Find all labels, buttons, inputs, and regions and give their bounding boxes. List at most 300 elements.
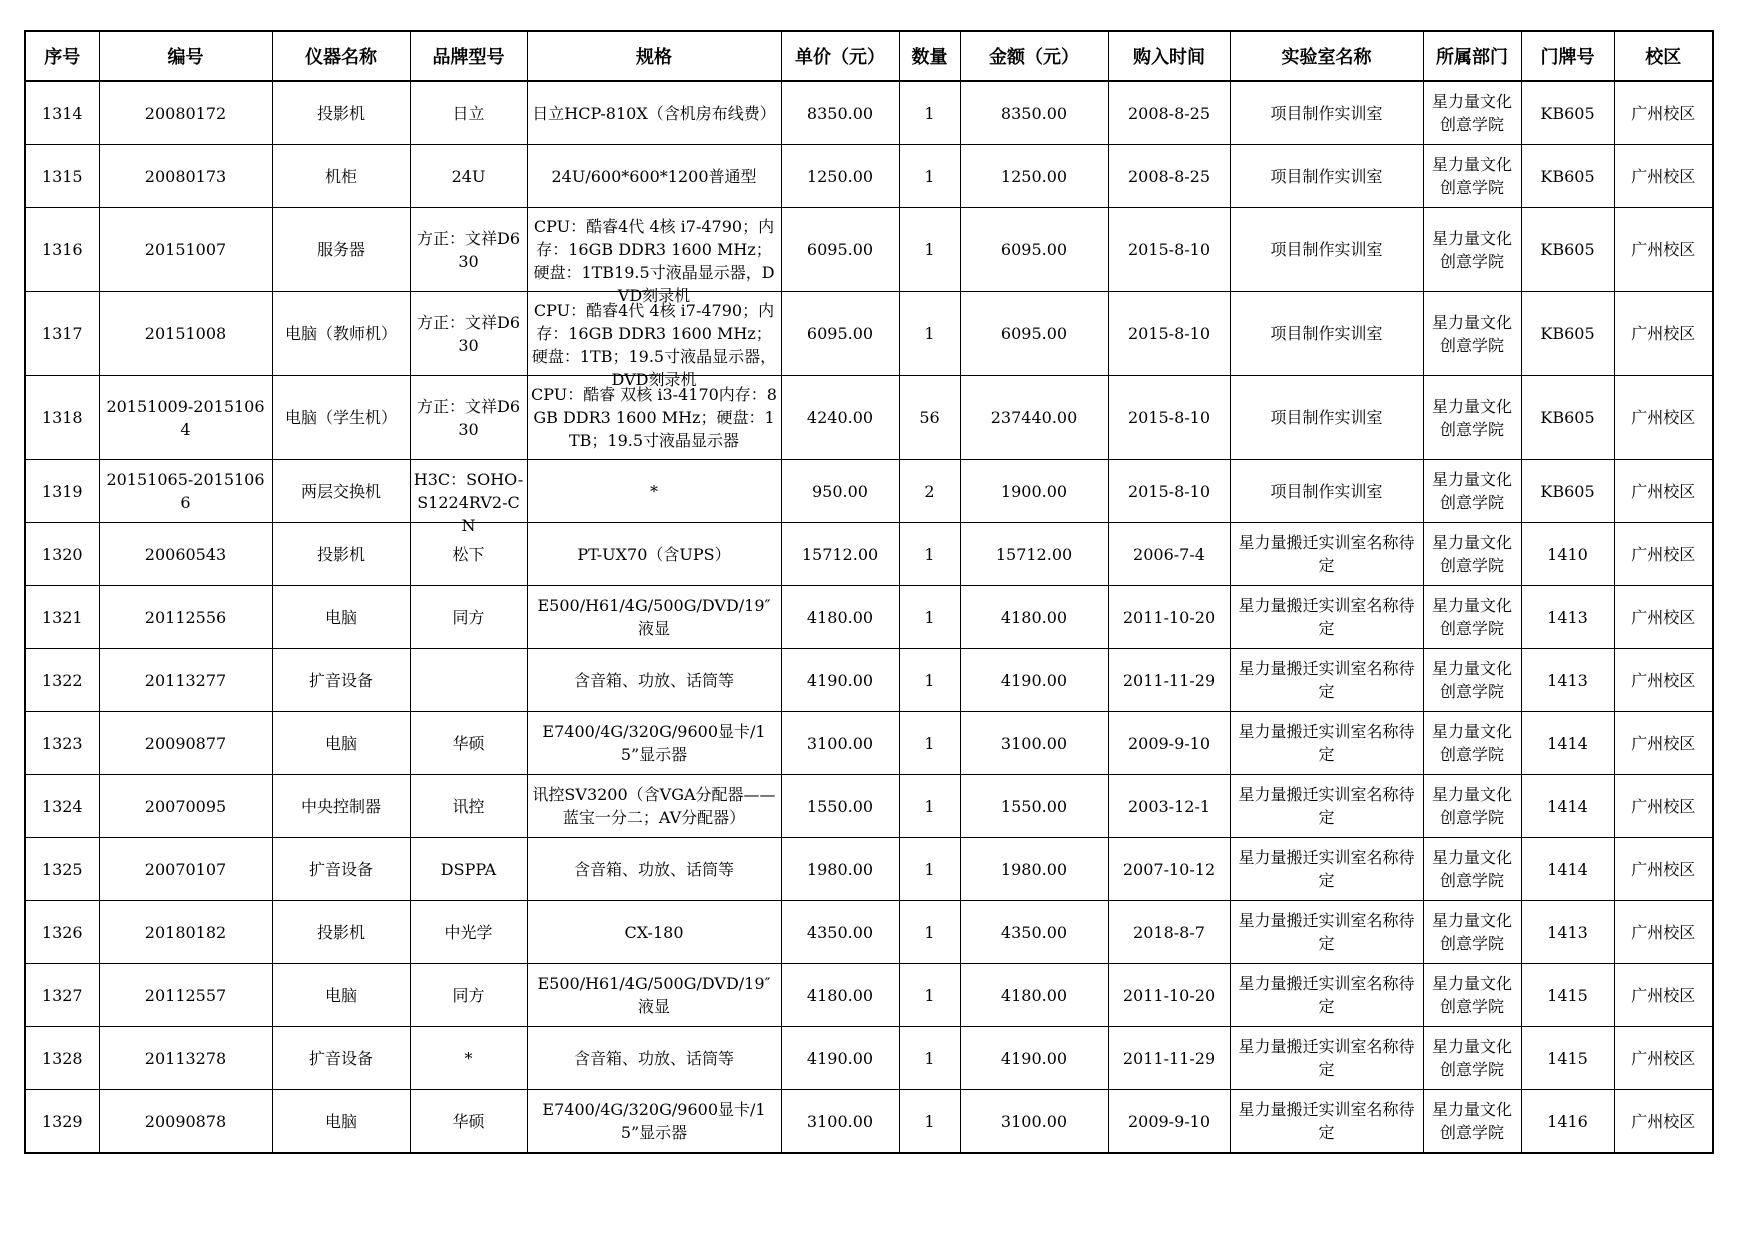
cell-name-text: 机柜 [324, 166, 357, 186]
cell-code [99, 145, 272, 208]
cell-price-text: 4190.00 [806, 1048, 874, 1068]
cell-brand [410, 964, 527, 1027]
cell-date [1108, 376, 1230, 460]
col-header-brand: 品牌型号 [410, 31, 527, 81]
cell-room [1521, 460, 1614, 523]
table-row [25, 838, 1713, 901]
cell-price-text: 8350.00 [806, 103, 874, 123]
cell-price-text: 4240.00 [806, 408, 874, 427]
cell-price [781, 649, 899, 712]
cell-campus-text: 广州校区 [1631, 922, 1696, 942]
cell-qty-text: 1 [924, 240, 935, 259]
inventory-sheet [24, 30, 1714, 1154]
cell-dept [1423, 649, 1521, 712]
col-header-name: 仪器名称 [272, 31, 410, 81]
cell-dept-text: 星力量文化创意学院 [1431, 396, 1512, 439]
cell-brand [410, 1090, 527, 1154]
cell-campus [1614, 586, 1713, 649]
cell-dept [1423, 81, 1521, 145]
cell-lab [1230, 81, 1423, 145]
cell-code-text: 20060543 [144, 544, 227, 564]
cell-qty [899, 586, 960, 649]
cell-name [272, 145, 410, 208]
cell-qty-text: 1 [924, 985, 935, 1005]
cell-qty [899, 208, 960, 292]
cell-lab-text: 星力量搬迁实训室名称待定 [1238, 1100, 1415, 1142]
cell-campus-text: 广州校区 [1631, 324, 1696, 343]
cell-qty-text: 1 [924, 859, 935, 879]
cell-spec-text: CPU：酷睿4代 4核 i7-4790；内存：16GB DDR3 1600 MHz；硬盘：1TB19.5寸液晶显示器，DVD刻录机 [533, 216, 775, 305]
cell-code-text: 20070107 [144, 859, 227, 879]
cell-price [781, 838, 899, 901]
cell-spec [527, 460, 781, 523]
cell-lab [1230, 145, 1423, 208]
cell-spec [527, 208, 781, 305]
cell-lab-text: 星力量搬迁实训室名称待定 [1238, 533, 1415, 575]
cell-amount-text: 1900.00 [1000, 481, 1068, 501]
cell-campus-text: 广州校区 [1631, 670, 1696, 690]
cell-name-text: 扩音设备 [308, 670, 373, 690]
table-row [25, 376, 1713, 460]
cell-price [781, 81, 899, 145]
cell-lab [1230, 1027, 1423, 1090]
cell-qty-text: 1 [924, 1048, 935, 1068]
cell-brand [410, 649, 527, 712]
cell-room [1521, 838, 1614, 901]
cell-qty-text: 1 [924, 607, 935, 627]
cell-dept-text: 星力量文化创意学院 [1431, 1100, 1512, 1142]
cell-brand [410, 208, 527, 292]
cell-code [99, 523, 272, 586]
cell-brand-text: 华硕 [452, 1111, 485, 1131]
cell-code-text: 20112557 [144, 985, 227, 1005]
cell-amount [960, 964, 1108, 1027]
cell-room [1521, 292, 1614, 376]
cell-date [1108, 145, 1230, 208]
cell-dept-text: 星力量文化创意学院 [1431, 533, 1512, 575]
cell-amount-text: 6095.00 [1000, 240, 1068, 259]
cell-brand-text: 同方 [452, 985, 485, 1005]
cell-code-text: 20151065-20151066 [106, 470, 265, 512]
cell-brand [410, 292, 527, 376]
cell-spec-text: 讯控SV3200（含VGA分配器——蓝宝一分二；AV分配器） [532, 785, 776, 827]
table-row [25, 586, 1713, 649]
cell-seq [25, 376, 99, 460]
table-row [25, 145, 1713, 208]
cell-room-text: KB605 [1540, 103, 1595, 123]
cell-spec [527, 81, 781, 145]
cell-seq-text: 1318 [41, 408, 83, 427]
cell-lab [1230, 523, 1423, 586]
col-header-qty: 数量 [899, 31, 960, 81]
cell-qty-text: 1 [924, 922, 935, 942]
cell-lab-text: 星力量搬迁实训室名称待定 [1238, 659, 1415, 701]
cell-name [272, 523, 410, 586]
cell-seq-text: 1316 [41, 240, 83, 259]
cell-seq [25, 81, 99, 145]
cell-code-text: 20090877 [144, 733, 227, 753]
cell-campus-text: 广州校区 [1631, 103, 1696, 123]
cell-lab-text: 项目制作实训室 [1270, 324, 1383, 343]
cell-name [272, 838, 410, 901]
cell-qty-text: 1 [924, 166, 935, 186]
cell-qty [899, 523, 960, 586]
cell-room-text: 1413 [1547, 607, 1588, 627]
cell-brand [410, 901, 527, 964]
cell-amount [960, 376, 1108, 460]
col-header-code: 编号 [99, 31, 272, 81]
table-row [25, 81, 1713, 145]
cell-code [99, 1027, 272, 1090]
cell-amount [960, 460, 1108, 523]
cell-price-text: 3100.00 [806, 733, 874, 753]
cell-amount [960, 523, 1108, 586]
cell-amount [960, 901, 1108, 964]
table-row [25, 523, 1713, 586]
cell-name [272, 649, 410, 712]
cell-code-text: 20080173 [144, 166, 227, 186]
cell-date [1108, 292, 1230, 376]
cell-name-text: 电脑（教师机） [284, 324, 397, 343]
cell-amount-text: 15712.00 [995, 544, 1073, 564]
cell-name-text: 扩音设备 [308, 859, 373, 879]
cell-price [781, 376, 899, 460]
col-header-spec: 规格 [527, 31, 781, 81]
cell-seq [25, 712, 99, 775]
cell-spec-text: E500/H61/4G/500G/DVD/19″液显 [537, 974, 771, 1016]
cell-qty [899, 964, 960, 1027]
cell-lab-text: 星力量搬迁实训室名称待定 [1238, 848, 1415, 890]
table-row [25, 712, 1713, 775]
cell-qty-text: 1 [924, 544, 935, 564]
cell-amount-text: 1250.00 [1000, 166, 1068, 186]
cell-code [99, 292, 272, 376]
cell-price [781, 523, 899, 586]
cell-code [99, 964, 272, 1027]
cell-spec [527, 376, 781, 460]
cell-date [1108, 964, 1230, 1027]
cell-seq-text: 1314 [41, 103, 83, 123]
cell-price-text: 6095.00 [806, 324, 874, 343]
cell-brand-text: DSPPA [440, 859, 497, 879]
col-header-room: 门牌号 [1521, 31, 1614, 81]
cell-campus-text: 广州校区 [1631, 607, 1696, 627]
cell-room [1521, 586, 1614, 649]
header-row [25, 31, 1713, 81]
cell-room-text: 1415 [1547, 1048, 1588, 1068]
cell-price [781, 1090, 899, 1154]
cell-seq-text: 1328 [41, 1048, 83, 1068]
cell-campus [1614, 649, 1713, 712]
cell-room-text: 1413 [1547, 922, 1588, 942]
cell-name-text: 电脑 [324, 985, 357, 1005]
cell-campus [1614, 712, 1713, 775]
cell-amount [960, 292, 1108, 376]
cell-code [99, 586, 272, 649]
cell-lab [1230, 649, 1423, 712]
cell-spec [527, 1090, 781, 1154]
cell-dept-text: 星力量文化创意学院 [1431, 911, 1512, 953]
cell-brand [410, 460, 527, 535]
cell-campus-text: 广州校区 [1631, 408, 1696, 427]
cell-name [272, 712, 410, 775]
col-header-date: 购入时间 [1108, 31, 1230, 81]
cell-date [1108, 901, 1230, 964]
cell-seq-text: 1319 [41, 481, 83, 501]
cell-lab-text: 星力量搬迁实训室名称待定 [1238, 1037, 1415, 1079]
cell-lab-text: 星力量搬迁实训室名称待定 [1238, 785, 1415, 827]
cell-dept-text: 星力量文化创意学院 [1431, 659, 1512, 701]
cell-brand-text: 同方 [452, 607, 485, 627]
cell-campus-text: 广州校区 [1631, 166, 1696, 186]
cell-room-text: 1413 [1547, 670, 1588, 690]
cell-name-text: 电脑 [324, 733, 357, 753]
cell-seq-text: 1320 [41, 544, 83, 564]
cell-campus [1614, 901, 1713, 964]
cell-brand [410, 1027, 527, 1090]
cell-name-text: 电脑（学生机） [284, 408, 397, 427]
cell-seq [25, 1027, 99, 1090]
cell-room [1521, 376, 1614, 460]
cell-room [1521, 145, 1614, 208]
cell-price-text: 950.00 [812, 481, 868, 501]
cell-date-text: 2015-8-10 [1127, 481, 1211, 501]
cell-name-text: 电脑 [324, 1111, 357, 1131]
cell-code [99, 649, 272, 712]
cell-qty [899, 1090, 960, 1154]
cell-spec-text: PT-UX70（含UPS） [577, 544, 731, 564]
cell-amount-text: 4180.00 [1000, 985, 1068, 1005]
cell-campus [1614, 208, 1713, 292]
cell-date-text: 2008-8-25 [1127, 103, 1211, 123]
cell-spec [527, 523, 781, 586]
cell-dept-text: 星力量文化创意学院 [1431, 312, 1512, 355]
cell-lab-text: 项目制作实训室 [1270, 240, 1383, 259]
cell-amount-text: 237440.00 [990, 408, 1078, 427]
cell-code-text: 20070095 [144, 796, 227, 816]
cell-price-text: 1250.00 [806, 166, 874, 186]
cell-seq [25, 901, 99, 964]
cell-name-text: 电脑 [324, 607, 357, 627]
cell-seq [25, 838, 99, 901]
cell-lab [1230, 208, 1423, 292]
cell-qty [899, 712, 960, 775]
table-row [25, 775, 1713, 838]
cell-dept [1423, 460, 1521, 523]
cell-brand-text: 方正：文祥D630 [416, 396, 520, 439]
cell-lab [1230, 775, 1423, 838]
cell-campus-text: 广州校区 [1631, 859, 1696, 879]
cell-amount-text: 3100.00 [1000, 733, 1068, 753]
cell-name [272, 460, 410, 523]
cell-date-text: 2018-8-7 [1133, 922, 1205, 942]
cell-name [272, 1090, 410, 1154]
cell-amount-text: 4180.00 [1000, 607, 1068, 627]
cell-qty-text: 56 [919, 408, 940, 427]
cell-brand [410, 586, 527, 649]
cell-dept [1423, 586, 1521, 649]
cell-lab-text: 星力量搬迁实训室名称待定 [1238, 911, 1415, 953]
cell-seq-text: 1315 [41, 166, 83, 186]
cell-dept-text: 星力量文化创意学院 [1431, 1037, 1512, 1079]
cell-seq [25, 586, 99, 649]
cell-campus-text: 广州校区 [1631, 240, 1696, 259]
cell-lab-text: 星力量搬迁实训室名称待定 [1238, 722, 1415, 764]
cell-spec [527, 145, 781, 208]
cell-amount [960, 208, 1108, 292]
cell-lab [1230, 292, 1423, 376]
cell-dept [1423, 838, 1521, 901]
cell-name [272, 964, 410, 1027]
table-row [25, 649, 1713, 712]
cell-date-text: 2011-10-20 [1122, 985, 1216, 1005]
cell-spec-text: E500/H61/4G/500G/DVD/19″液显 [537, 596, 771, 638]
cell-code [99, 712, 272, 775]
cell-dept-text: 星力量文化创意学院 [1431, 848, 1512, 890]
cell-date [1108, 208, 1230, 292]
cell-spec-text: 含音箱、功放、话筒等 [573, 859, 734, 879]
cell-price [781, 145, 899, 208]
cell-brand-text: 方正：文祥D630 [416, 312, 520, 355]
cell-seq [25, 1090, 99, 1154]
cell-price [781, 208, 899, 292]
cell-code [99, 376, 272, 460]
cell-date-text: 2009-9-10 [1127, 733, 1211, 753]
cell-amount [960, 712, 1108, 775]
table-body [25, 81, 1713, 1153]
cell-brand [410, 145, 527, 208]
cell-dept [1423, 1027, 1521, 1090]
cell-seq [25, 523, 99, 586]
cell-spec-text: 含音箱、功放、话筒等 [573, 1048, 734, 1068]
cell-dept-text: 星力量文化创意学院 [1431, 155, 1512, 197]
cell-dept [1423, 523, 1521, 586]
cell-room [1521, 964, 1614, 1027]
cell-seq-text: 1323 [41, 733, 83, 753]
cell-campus [1614, 775, 1713, 838]
cell-price [781, 586, 899, 649]
cell-code-text: 20113278 [144, 1048, 227, 1068]
cell-code [99, 1090, 272, 1154]
cell-brand-text: 松下 [452, 544, 485, 564]
cell-amount-text: 6095.00 [1000, 324, 1068, 343]
cell-lab [1230, 901, 1423, 964]
cell-spec-text: 含音箱、功放、话筒等 [573, 670, 734, 690]
cell-seq [25, 964, 99, 1027]
cell-code-text: 20113277 [144, 670, 227, 690]
table-row [25, 208, 1713, 292]
cell-price [781, 292, 899, 376]
cell-price [781, 775, 899, 838]
cell-brand [410, 775, 527, 838]
cell-dept-text: 星力量文化创意学院 [1431, 92, 1512, 134]
cell-brand-text: 方正：文祥D630 [416, 228, 520, 271]
cell-dept-text: 星力量文化创意学院 [1431, 470, 1512, 512]
cell-date-text: 2011-11-29 [1122, 670, 1216, 690]
cell-lab [1230, 376, 1423, 460]
table-row [25, 964, 1713, 1027]
cell-amount-text: 1980.00 [1000, 859, 1068, 879]
cell-room [1521, 208, 1614, 292]
cell-date-text: 2015-8-10 [1127, 240, 1211, 259]
cell-lab [1230, 838, 1423, 901]
cell-name-text: 中央控制器 [300, 796, 381, 816]
cell-code [99, 460, 272, 523]
cell-brand-text: 中光学 [444, 922, 493, 942]
cell-name-text: 扩音设备 [308, 1048, 373, 1068]
cell-date [1108, 775, 1230, 838]
cell-qty [899, 649, 960, 712]
cell-spec [527, 649, 781, 712]
cell-price [781, 964, 899, 1027]
cell-dept [1423, 1090, 1521, 1154]
cell-name [272, 1027, 410, 1090]
cell-name-text: 两层交换机 [300, 481, 381, 501]
cell-campus [1614, 1090, 1713, 1154]
cell-dept-text: 星力量文化创意学院 [1431, 974, 1512, 1016]
cell-campus-text: 广州校区 [1631, 1111, 1696, 1131]
cell-room [1521, 1090, 1614, 1154]
cell-amount [960, 1090, 1108, 1154]
cell-campus [1614, 838, 1713, 901]
cell-date-text: 2011-11-29 [1122, 1048, 1216, 1068]
cell-price [781, 901, 899, 964]
cell-date-text: 2008-8-25 [1127, 166, 1211, 186]
cell-code-text: 20090878 [144, 1111, 227, 1131]
cell-qty-text: 1 [924, 670, 935, 690]
cell-spec-text: 日立HCP-810X（含机房布线费） [532, 103, 776, 123]
cell-brand [410, 376, 527, 460]
cell-amount [960, 649, 1108, 712]
cell-dept [1423, 292, 1521, 376]
cell-room-text: KB605 [1540, 408, 1595, 427]
cell-code [99, 838, 272, 901]
cell-brand [410, 81, 527, 145]
col-header-campus: 校区 [1614, 31, 1713, 81]
cell-room [1521, 901, 1614, 964]
table-row [25, 901, 1713, 964]
cell-lab-text: 星力量搬迁实训室名称待定 [1238, 596, 1415, 638]
cell-qty [899, 81, 960, 145]
cell-brand [410, 838, 527, 901]
cell-room-text: KB605 [1540, 481, 1595, 501]
cell-qty [899, 145, 960, 208]
cell-amount [960, 586, 1108, 649]
cell-room [1521, 81, 1614, 145]
cell-dept [1423, 964, 1521, 1027]
cell-spec [527, 901, 781, 964]
col-header-price: 单价（元） [781, 31, 899, 81]
cell-qty-text: 1 [924, 324, 935, 343]
cell-dept-text: 星力量文化创意学院 [1431, 228, 1512, 271]
cell-amount-text: 3100.00 [1000, 1111, 1068, 1131]
cell-date [1108, 523, 1230, 586]
cell-qty-text: 1 [924, 1111, 935, 1131]
cell-date-text: 2011-10-20 [1122, 607, 1216, 627]
cell-dept [1423, 901, 1521, 964]
cell-date [1108, 460, 1230, 523]
cell-dept-text: 星力量文化创意学院 [1431, 785, 1512, 827]
cell-price-text: 1980.00 [806, 859, 874, 879]
cell-qty [899, 1027, 960, 1090]
cell-qty [899, 775, 960, 838]
cell-seq-text: 1324 [41, 796, 83, 816]
cell-spec-text: 24U/600*600*1200普通型 [551, 166, 757, 186]
cell-brand [410, 712, 527, 775]
cell-date-text: 2007-10-12 [1122, 859, 1216, 879]
cell-brand-text: 华硕 [452, 733, 485, 753]
cell-price-text: 3100.00 [806, 1111, 874, 1131]
